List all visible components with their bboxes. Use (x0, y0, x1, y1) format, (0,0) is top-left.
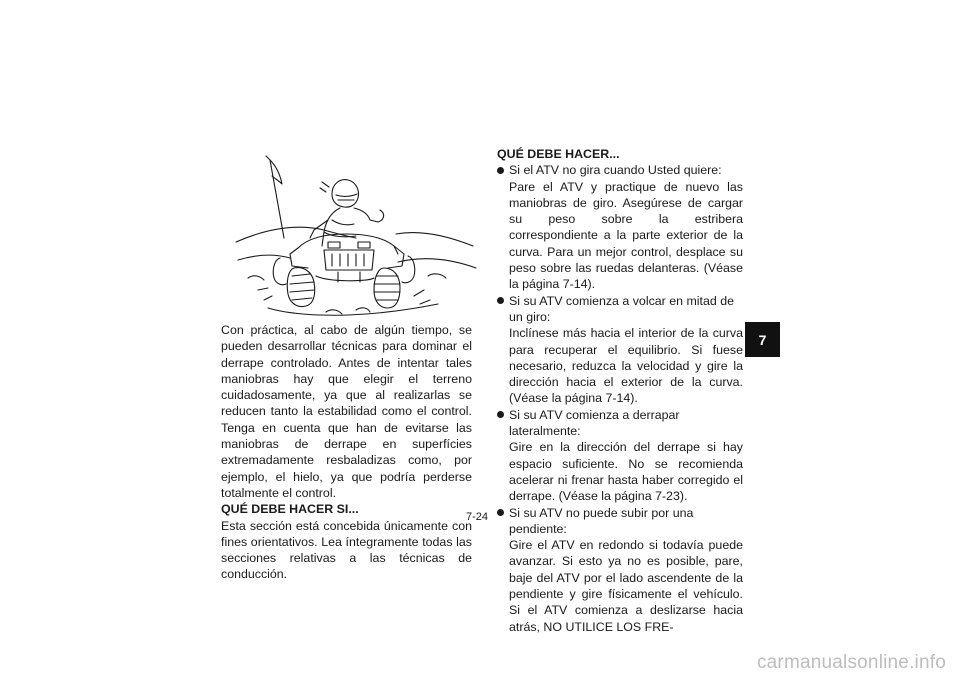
situations-list (497, 162, 743, 635)
list-item-title: Si su ATV comienza a derrapar lateralmente: (509, 407, 680, 439)
what-to-do-heading: QUÉ DEBE HACER... (497, 147, 620, 161)
bullet-icon (497, 411, 504, 418)
list-item (497, 407, 743, 505)
left-column (221, 322, 472, 583)
right-column (497, 146, 743, 635)
section-intro-paragraph: Esta sección está concebida únicamente con fines orientativos. Lea íntegramente todas las secciones relativas a las técnicas de conducción. (221, 518, 472, 582)
list-item (497, 293, 743, 407)
atv-rider-illustration (228, 150, 478, 322)
list-item-body: Gire en la dirección del derrape si hay espacio suficiente. No se recomienda acelerar ni frenar hasta haber corregido el derrape. (Véase la página 7-23). (509, 440, 743, 504)
skid-control-paragraph: Con práctica, al cabo de algún tiempo, se pueden desarrollar técnicas para dominar el derrape controlado. Antes de intentar tales maniobras hay que elegir el terreno cuidadosamente, ya que al realizarlas se reducen tanto la estabilidad como el control. Tenga en cuenta que han de evitarse las maniobras de derrape en superfícies extremadamente resbaladizas como, por ejemplo, el hielo, ya que podría perderse totalmente el control. (221, 323, 472, 500)
list-item-body: Gire el ATV en redondo si todavía puede avanzar. Si esto ya no es posible, pare, baje del ATV por el lado ascendente de la pendiente y gire físicamente el vehículo. Si el ATV comienza a deslizarse hacia atrás, NO UTILICE LOS FRE- (509, 538, 743, 634)
bullet-icon (497, 167, 504, 174)
chapter-tab: 7 (745, 322, 780, 357)
list-item (497, 162, 743, 292)
list-item-title: Si su ATV comienza a volcar en mitad de un giro: (509, 293, 734, 324)
list-item-title: Si el ATV no gira cuando Usted quiere: (509, 163, 722, 178)
bullet-icon (497, 297, 504, 304)
list-item (497, 505, 743, 635)
section-heading: QUÉ DEBE HACER SI... (221, 502, 359, 517)
watermark: carmanualsonline.info (756, 652, 946, 673)
list-item-body: Inclínese más hacia el interior de la curva para recuperar el equilibrio. Si fuese necesario, reduzca la velocidad y gire la dirección hacia el exterior de la curva. (Véase la página 7-14). (509, 326, 743, 406)
list-item-body: Pare el ATV y practique de nuevo las maniobras de giro. Asegúrese de cargar su peso sobre la estribera correspondiente a la parte exterior de la curva. Para un mejor control, desplace su peso sobre las ruedas delanteras. (Véase la página 7-14). (509, 179, 743, 292)
list-item-title: Si su ATV no puede subir por una pendiente: (509, 505, 694, 536)
page-number: 7-24 (465, 511, 489, 523)
